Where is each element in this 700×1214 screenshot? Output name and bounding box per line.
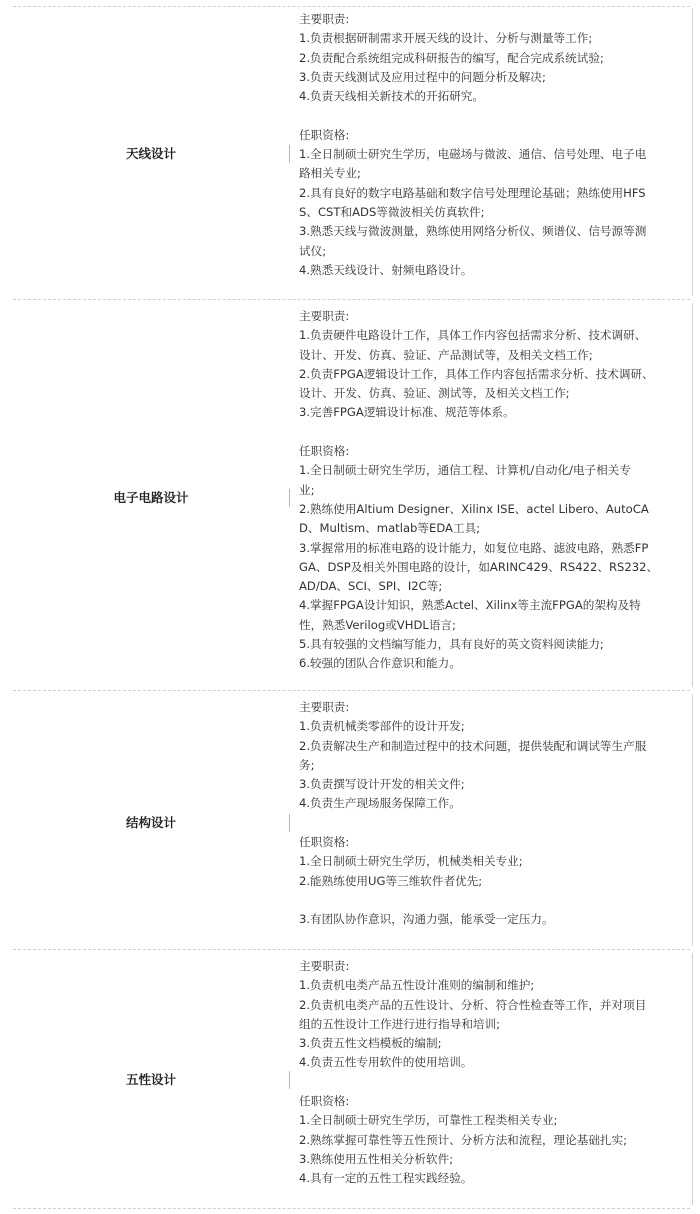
- row-divider: [13, 949, 690, 950]
- description-line: 4.掌握FPGA设计知识，熟悉Actel、Xilinx等主流FPGA的架构及特: [299, 598, 641, 613]
- description-line: 设计、开发、仿真、验证、测试等，及相关文档工作;: [299, 386, 570, 401]
- description-line: 任职资格:: [299, 835, 350, 850]
- description-line: 性，熟悉Verilog或VHDL语言;: [299, 617, 456, 632]
- description-line: 3.负责五性文档模板的编制;: [299, 1036, 442, 1051]
- description-line: 3.完善FPGA逻辑设计标准、规范等体系。: [299, 405, 515, 420]
- description-line: 务;: [299, 757, 315, 772]
- description-line: 1.负责根据研制需求开展天线的设计、分析与测量等工作;: [299, 31, 593, 46]
- description-line: 3.熟悉天线与微波测量，熟练使用网络分析仪、频谱仪、信号源等测: [299, 224, 647, 239]
- description-line: 3.负责撰写设计开发的相关文件;: [299, 777, 465, 792]
- right-rule: [692, 694, 693, 946]
- description-line: 3.有团队协作意识，沟通力强，能承受一定压力。: [299, 912, 554, 927]
- description-line: 2.能熟练使用UG等三维软件者优先;: [299, 873, 483, 888]
- description-line: 主要职责:: [299, 309, 350, 323]
- description-line: 3.负责天线测试及应用过程中的问题分析及解决;: [299, 69, 546, 84]
- column-rule: [289, 1071, 290, 1089]
- row-divider: [13, 6, 690, 7]
- role-title: 天线设计: [125, 146, 176, 161]
- description-line: 2.负责FPGA逻辑设计工作，具体工作内容包括需求分析、技术调研、: [299, 366, 654, 381]
- description-line: 1.全日制硕士研究生学历，电磁场与微波、通信、信号处理、电子电: [299, 147, 647, 162]
- blank-line: [299, 423, 689, 442]
- job-row: [13, 299, 690, 690]
- description-line: 1.负责机电类产品五性设计准则的编制和维护;: [299, 978, 535, 993]
- description-line: D、Multism、matlab等EDA工具;: [299, 521, 481, 536]
- description-line: 组的五性设计工作进行进行指导和培训;: [299, 1016, 501, 1031]
- description-line: 1.全日制硕士研究生学历，机械类相关专业;: [299, 854, 523, 869]
- role-description: [299, 307, 689, 674]
- role-title: 电子电路设计: [113, 490, 189, 505]
- description-line: 3.掌握常用的标准电路的设计能力，如复位电路、滤波电路，熟悉FP: [299, 540, 649, 555]
- description-line: 2.熟练掌握可靠性等五性预计、分析方法和流程，理论基础扎实;: [299, 1132, 628, 1147]
- blank-line: [299, 814, 689, 833]
- blank-line: [299, 106, 689, 125]
- row-divider: [13, 299, 690, 300]
- description-line: 4.负责生产现场服务保障工作。: [299, 796, 461, 811]
- description-line: 任职资格:: [299, 444, 350, 459]
- description-line: 4.熟悉天线设计、射频电路设计。: [299, 262, 473, 277]
- description-line: 2.负责配合系统组完成科研报告的编写，配合完成系统试验;: [299, 50, 604, 65]
- description-line: 4.负责五性专用软件的使用培训。: [299, 1055, 473, 1070]
- description-line: 主要职责:: [299, 700, 350, 714]
- description-line: 5.具有较强的文档编写能力，具有良好的英文资料阅读能力;: [299, 637, 604, 652]
- description-line: GA、DSP及相关外围电路的设计，如ARINC429、RS422、RS232、: [299, 559, 659, 574]
- description-line: 试仪;: [299, 243, 327, 258]
- description-line: 4.具有一定的五性工程实践经验。: [299, 1171, 473, 1186]
- blank-line: [299, 891, 689, 910]
- description-line: 主要职责:: [299, 959, 350, 973]
- right-rule: [692, 953, 693, 1205]
- role-description: [299, 10, 689, 280]
- description-line: 任职资格:: [299, 127, 350, 142]
- description-line: 1.全日制硕士研究生学历，通信工程、计算机/自动化/电子相关专: [299, 463, 631, 478]
- column-rule: [289, 489, 290, 507]
- description-line: 2.熟练使用Altium Designer、Xilinx ISE、actel Libero、AutoCA: [299, 501, 649, 516]
- description-line: 3.熟练使用五性相关分析软件;: [299, 1151, 454, 1166]
- description-line: 设计、开发、仿真、验证、产品测试等，及相关文档工作;: [299, 347, 593, 362]
- job-row: [13, 949, 690, 1214]
- description-line: 2.负责解决生产和制造过程中的技术问题，提供装配和调试等生产服: [299, 738, 647, 753]
- job-row: [13, 690, 690, 949]
- description-line: 业;: [299, 482, 315, 497]
- description-line: 2.具有良好的数字电路基础和数字信号处理理论基础；熟练使用HFS: [299, 185, 646, 200]
- description-line: 4.负责天线相关新技术的开拓研究。: [299, 89, 484, 104]
- description-line: 主要职责:: [299, 12, 350, 26]
- column-rule: [289, 814, 290, 832]
- description-line: 1.负责硬件电路设计工作，具体工作内容包括需求分析、技术调研、: [299, 328, 647, 343]
- description-line: 6.较强的团队合作意识和能力。: [299, 656, 461, 671]
- row-divider: [13, 690, 690, 691]
- description-line: 2.负责机电类产品的五性设计、分析、符合性检查等工作，并对项目: [299, 997, 647, 1012]
- job-row: [13, 0, 690, 299]
- role-title: 五性设计: [125, 1072, 176, 1087]
- description-line: 1.负责机械类零部件的设计开发;: [299, 719, 465, 734]
- blank-line: [299, 1073, 689, 1092]
- column-rule: [289, 145, 290, 163]
- row-divider: [13, 1208, 690, 1209]
- role-title: 结构设计: [125, 815, 176, 830]
- right-rule: [692, 303, 693, 687]
- description-line: 任职资格:: [299, 1094, 350, 1109]
- description-line: AD/DA、SCI、SPI、I2C等;: [299, 579, 443, 594]
- description-line: 路相关专业;: [299, 166, 361, 181]
- role-description: [299, 957, 689, 1189]
- role-description: [299, 698, 689, 930]
- description-line: 1.全日制硕士研究生学历，可靠性工程类相关专业;: [299, 1113, 558, 1128]
- description-line: S、CST和ADS等微波相关仿真软件;: [299, 204, 485, 219]
- right-rule: [692, 8, 693, 296]
